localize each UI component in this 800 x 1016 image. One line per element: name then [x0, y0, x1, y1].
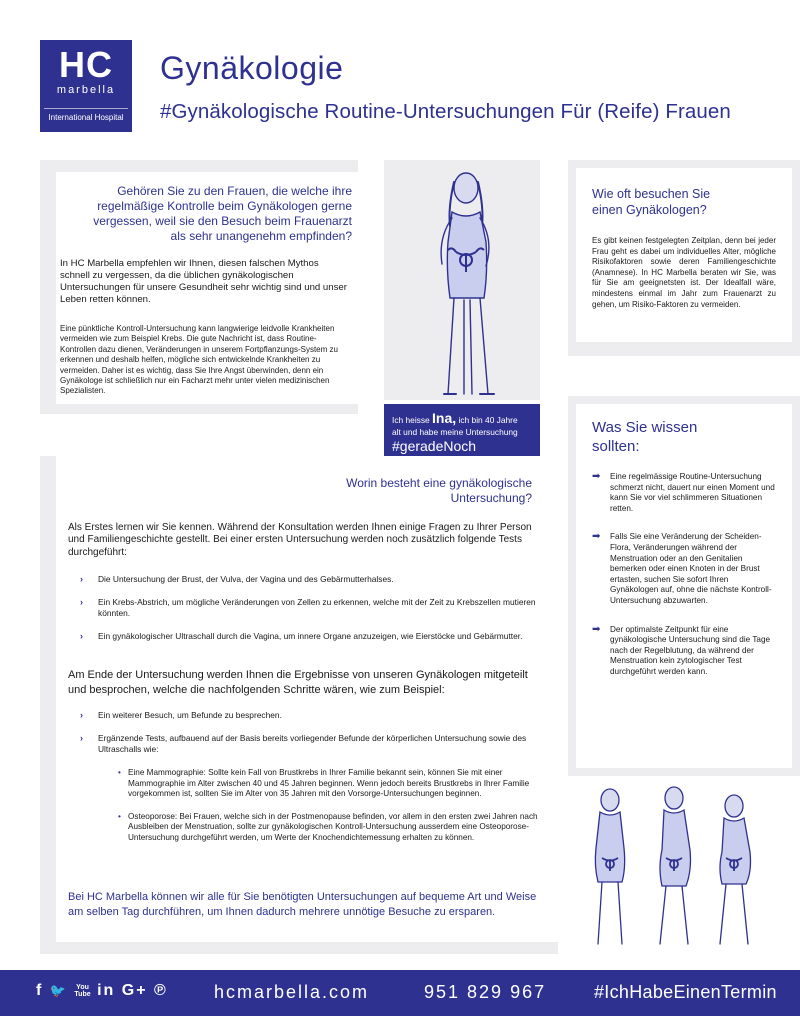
know-panel — [568, 396, 800, 776]
arrow-right-icon: ➡ — [592, 623, 601, 635]
google-plus-icon[interactable]: G+ — [121, 982, 148, 999]
list-item: › Ein gynäkologischer Ultraschall durch die Vagina, um innere Organe anzuzeigen, wie Eierstöcke und Gebärmutter. — [80, 631, 523, 641]
arrow-right-icon: ➡ — [592, 531, 601, 543]
ina-line-1a: Ich heisse — [392, 415, 433, 425]
logo-marbella: marbella — [56, 84, 116, 96]
list-item: › Die Untersuchung der Brust, der Vulva, der Vagina und des Gebärmutterhalses. — [80, 574, 394, 584]
twitter-icon[interactable]: 🐦 — [49, 983, 68, 998]
chevron-right-icon: › — [80, 597, 83, 607]
chevron-right-icon: › — [80, 574, 83, 584]
bullet-dot-icon: • — [118, 811, 121, 821]
list-item: • Osteoporose: Bei Frauen, welche sich in der Postmenopause befinden, vor allem in den ersten zwei Jahren nach Ausbleiben der Menstruation, sollte zur gynäkologischen Kontroll-Untersuchung ausserdem eine Osteoporose-Untersuchung durchgeführt werden, um Werte der Knochendichtemessung erhalten zu können. — [118, 811, 538, 842]
list-item: ➡ Falls Sie eine Veränderung der Scheiden-Flora, Veränderungen während der Menstruation oder an den Genitalien bemerken oder einen Knoten in der Brust ertasten, suchen Sie sofort Ihren Gynäkologen auf, ohne die nächste Kontroll-Untersuchung abzuwarten. — [592, 531, 772, 605]
logo-hc: HC — [59, 44, 113, 85]
women-illustration — [574, 780, 770, 950]
list-item: • Eine Mammographie: Sollte kein Fall von Brustkrebs in Ihrer Familie bekannt sein, können Sie mit einer Mammographie im Alter zwischen 40 und 45 Jahren beginnen. Wenn jedoch bereits Brustkrebs in Ihrer Familie vorgekommen ist, sollten Sie im Alter von 35 Jahren mit den Vorsorge-Untersuchungen beginnen. — [118, 768, 530, 799]
how-often-panel — [568, 160, 800, 356]
youtube-icon[interactable]: You Tube — [74, 983, 91, 998]
woman-figure-2 — [660, 787, 691, 944]
woman-figure-3 — [720, 795, 751, 944]
phone-number[interactable]: 951 829 967 — [424, 982, 547, 1002]
chevron-right-icon: › — [80, 631, 83, 641]
woman-illustration-ina — [384, 160, 540, 400]
footer — [0, 970, 800, 1016]
bullet-dot-icon: • — [118, 768, 121, 777]
exam-paragraph-1: Als Erstes lernen wir Sie kennen. Während der Konsultation werden Ihnen einige Fragen zu Ihrer Person und Familiengeschichte gestellt. Bei einer ersten Untersuchung werden noch zusätzlich folgende Tests durchgeführt: — [68, 522, 532, 558]
exam-inner — [40, 456, 558, 954]
list-item: › Ein weiterer Besuch, um Befunde zu besprechen. — [80, 710, 282, 720]
page-subtitle: #Gynäkologische Routine-Untersuchungen Für (Reife) Frauen — [160, 100, 731, 123]
logo-hospital: International Hospital — [44, 108, 128, 123]
list-item: › Ein Krebs-Abstrich, um mögliche Veränderungen von Zellen zu erkennen, welche mit der Zeit zu Krebszellen mutieren könnten. — [80, 597, 536, 618]
how-often-inner — [576, 168, 792, 342]
pinterest-icon[interactable]: ℗ — [154, 982, 168, 999]
chevron-right-icon: › — [80, 733, 83, 743]
list-item: ➡ Der optimalste Zeitpunkt für eine gynäkologische Untersuchung sind die Tage nach der Regelblutung, da während der Menstruation kein zytologischer Test durchgeführt werden kann. — [592, 623, 771, 676]
social-icons — [36, 982, 168, 1000]
arrow-right-icon: ➡ — [592, 471, 601, 482]
linkedin-icon[interactable]: in — [97, 982, 116, 999]
ina-hashtag: #geradeNoch — [392, 438, 477, 454]
list-item: ➡ Eine regelmässige Routine-Untersuchung schmerzt nicht, dauert nur einen Moment und kann Sie vor viel schlimmeren Situationen retten. — [592, 471, 775, 513]
exam-panel — [40, 456, 558, 954]
intro-panel-inner — [56, 172, 364, 404]
exam-question: Worin besteht eine gynäkologische Untersuchung? — [346, 476, 532, 505]
list-item: › Ergänzende Tests, aufbauend auf der Basis bereits vorliegender Befunde der körperlichen Untersuchung sowie des Ultraschalls wie: — [80, 733, 527, 754]
hc-logo — [40, 40, 132, 132]
how-often-question: Wie oft besuchen Sie einen Gynäkologen? — [592, 187, 711, 217]
steps-list — [80, 710, 550, 767]
ina-line-1b: ich bin 40 Jahre — [456, 415, 518, 425]
exam-paragraph-2: Am Ende der Untersuchung werden Ihnen die Ergebnisse von unseren Gynäkologen mitgeteilt und besprochen, welche die nachfolgenden Schritte wären, wie zum Beispiel: — [68, 669, 528, 696]
footer-hashtag: #IchHabeEinenTermin — [594, 982, 777, 1002]
test-list — [80, 574, 550, 654]
intro-panel — [40, 160, 358, 414]
facebook-icon[interactable]: f — [36, 982, 44, 999]
page-title: Gynäkologie — [160, 50, 344, 86]
know-inner — [576, 404, 792, 768]
extra-tests-list — [118, 768, 548, 856]
how-often-text: Es gibt keinen festgelegten Zeitplan, denn bei jeder Frau geht es dabei um individuelles Alter, mögliche Risikofaktoren sowie deren Familiengeschichte (Anamnese). In HC Marbella beraten wir Sie, was für Sie am geeignetsten ist. Der Idealfall wäre, mindestens einmal im Jahr zum Frauenarzt zu gehen, um Risiko-Faktoren zu vermeiden. — [592, 236, 776, 309]
chevron-right-icon: › — [80, 710, 83, 720]
ina-name: Ina, — [432, 410, 457, 426]
intro-paragraph-1: In HC Marbella empfehlen wir Ihnen, diesen falschen Mythos schnell zu vergessen, da die üblichen gynäkologischen Untersuchungen für unsere Gesundheit sehr wichtig sind und unser Leben retten können. — [60, 258, 347, 305]
exam-closing: Bei HC Marbella können wir alle für Sie benötigten Untersuchungen auf bequeme Art und Weise am selben Tag durchführen, um Ihnen dadurch mehrere unnötige Besuche zu ersparen. — [68, 891, 537, 918]
ina-line-2: alt und habe meine Untersuchung — [392, 427, 518, 437]
intro-lead: Gehören Sie zu den Frauen, die welche ihre regelmäßige Kontrolle beim Gynäkologen gerne vergessen, weil sie den Besuch beim Frauenarzt als sehr unangenehm empfinden? — [93, 184, 352, 243]
know-title: Was Sie wissen sollten: — [592, 419, 698, 455]
intro-paragraph-2: Eine pünktliche Kontroll-Untersuchung kann langwierige leidvolle Krankheiten vermeiden wie zum Beispiel Krebs. Die gute Nachricht ist, dass Routine-Kontrollen dazu dienen, Veränderungen in unserem Fortpflanzungs-System zu erkennen und deshalb helfen, mögliche sich entwickelnde Krankheiten zu vermeiden. Daher ist es wichtig, dass Sie Ihre Angst überwinden, denn ein Gynäkologe ist schließlich nur ein Facharzt mehr unter vielen medizinischen Spezialisten. — [60, 324, 338, 396]
website-link[interactable]: hcmarbella.com — [214, 982, 370, 1002]
know-list — [592, 472, 778, 696]
